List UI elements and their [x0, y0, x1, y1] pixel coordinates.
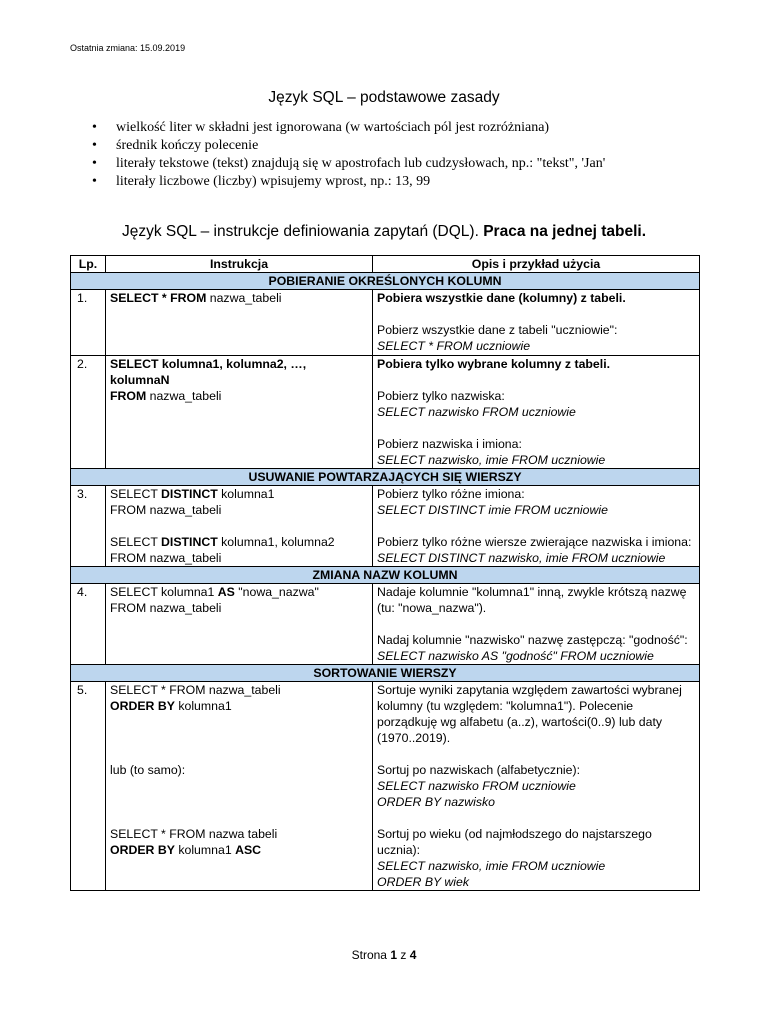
text: kolumna1 [217, 487, 275, 501]
table-header-row [71, 256, 700, 273]
example-query: SELECT * FROM uczniowie [377, 339, 531, 353]
desc-line: Pobierz wszystkie dane z tabeli "uczniowie": [377, 323, 618, 337]
desc-line: Sortuj po nazwiskach (alfabetycznie): [377, 763, 580, 777]
page-title: Język SQL – podstawowe zasady [268, 89, 500, 106]
table-row [71, 356, 700, 469]
list-item: • literały liczbowe (liczby) wpisujemy wprost, np.: 13, 99 [92, 173, 605, 191]
keyword: DISTINCT [161, 535, 218, 549]
section-row [71, 273, 700, 290]
footer-mid: z [397, 948, 410, 962]
desc-line: Nadaj kolumnie "nazwisko" nazwę zastępczą: "godność": [377, 633, 688, 647]
text: kolumna1 [174, 699, 232, 713]
instr-line: SELECT * FROM nazwa tabeli [110, 827, 278, 841]
example-query: SELECT DISTINCT imie FROM uczniowie [377, 503, 608, 517]
section-row [71, 665, 700, 682]
row-instruction [106, 584, 373, 665]
row-number: 3. [71, 486, 106, 567]
text: SELECT kolumna1 [110, 585, 218, 599]
table-row [71, 682, 700, 891]
desc-line: Pobierz tylko nazwiska: [377, 389, 505, 403]
header-instr: Instrukcja [106, 256, 373, 273]
row-description [373, 682, 700, 891]
last-change-date: Ostatnia zmiana: 15.09.2019 [70, 43, 186, 53]
example-query: SELECT nazwisko FROM uczniowie [377, 779, 576, 793]
desc-line: Pobierz tylko różne imiona: [377, 487, 525, 501]
example-query: ORDER BY wiek [377, 875, 470, 889]
sql-table [70, 255, 700, 891]
row-number: 4. [71, 584, 106, 665]
desc-line: Pobierz nazwiska i imiona: [377, 437, 522, 451]
table-row [71, 290, 700, 356]
section-title [0, 223, 768, 241]
footer-prefix: Strona [351, 948, 391, 962]
desc-line: Sortuj po wieku (od najmłodszego do najstarszego ucznia): [377, 827, 652, 857]
keyword: ASC [235, 843, 262, 857]
section-label: USUWANIE POWTARZAJĄCYCH SIĘ WIERSZY [71, 469, 700, 486]
row-instruction [106, 290, 373, 356]
row-description [373, 356, 700, 469]
text: SELECT [110, 535, 162, 549]
keyword: AS [217, 585, 235, 599]
section-label: ZMIANA NAZW KOLUMN [71, 567, 700, 584]
text: nazwa_tabeli [146, 389, 222, 403]
list-item: • literały tekstowe (tekst) znajdują się w apostrofach lub cudzysłowach, np.: "tekst", 'Jan' [92, 155, 605, 173]
section-label: SORTOWANIE WIERSZY [71, 665, 700, 682]
section-title-bold: Praca na jednej tabeli. [483, 223, 647, 240]
instr-line: FROM nazwa_tabeli [110, 601, 222, 615]
row-description [373, 584, 700, 665]
section-row [71, 567, 700, 584]
text: kolumna1 [174, 843, 236, 857]
page-number: 1 [390, 948, 398, 962]
row-number: 5. [71, 682, 106, 891]
desc-line: Pobiera tylko wybrane kolumny z tabeli. [377, 357, 611, 371]
desc-line: Pobiera wszystkie dane (kolumny) z tabeli. [377, 291, 626, 305]
keyword: ORDER BY [110, 699, 175, 713]
example-query: SELECT nazwisko, imie FROM uczniowie [377, 859, 606, 873]
table-row [71, 486, 700, 567]
row-instruction [106, 682, 373, 891]
section-title-normal: Język SQL – instrukcje definiowania zapytań (DQL). [121, 223, 484, 240]
example-query: ORDER BY nazwisko [377, 795, 495, 809]
text: "nowa_nazwa" [234, 585, 319, 599]
keyword: DISTINCT [161, 487, 218, 501]
keyword: ORDER BY [110, 843, 175, 857]
text: nazwa_tabeli [206, 291, 282, 305]
section-label: POBIERANIE OKREŚLONYCH KOLUMN [71, 273, 700, 290]
row-description [373, 290, 700, 356]
row-description [373, 486, 700, 567]
page-total: 4 [409, 948, 417, 962]
row-instruction [106, 356, 373, 469]
desc-line: Pobierz tylko różne wiersze zwierające nazwiska i imiona: [377, 535, 692, 549]
keyword: FROM [110, 389, 147, 403]
instr-line: SELECT * FROM nazwa_tabeli [110, 683, 281, 697]
text: kolumna1, kolumna2 [217, 535, 335, 549]
row-instruction [106, 486, 373, 567]
desc-line: Sortuje wyniki zapytania względem zawartości wybranej kolumny (tu względem: "kolumna1"). Polecenie porządkuję wg alfabetu (a..z), wartości(0..9) lub daty (1970..2019). [377, 683, 682, 745]
header-desc: Opis i przykład użycia [373, 256, 700, 273]
instr-line: lub (to samo): [110, 763, 186, 777]
example-query: SELECT DISTINCT nazwisko, imie FROM uczniowie [377, 551, 666, 565]
text: SELECT [110, 487, 162, 501]
row-number: 1. [71, 290, 106, 356]
example-query: SELECT nazwisko AS "godność" FROM uczniowie [377, 649, 654, 663]
list-item: • wielkość liter w składni jest ignorowana (w wartościach pól jest rozróżniana) [92, 119, 605, 137]
header-lp: Lp. [71, 256, 106, 273]
page-footer [0, 948, 768, 962]
table-row [71, 584, 700, 665]
row-number: 2. [71, 356, 106, 469]
section-row [71, 469, 700, 486]
instr-line: SELECT kolumna1, kolumna2, …, kolumnaN [110, 357, 307, 387]
rules-list [92, 119, 605, 191]
instr-line: FROM nazwa_tabeli [110, 503, 222, 517]
desc-line: Nadaje kolumnie "kolumna1" inną, zwykle krótszą nazwę (tu: "nowa_nazwa"). [377, 585, 687, 615]
example-query: SELECT nazwisko, imie FROM uczniowie [377, 453, 606, 467]
keyword: SELECT * FROM [110, 291, 207, 305]
example-query: SELECT nazwisko FROM uczniowie [377, 405, 576, 419]
instr-line: FROM nazwa_tabeli [110, 551, 222, 565]
list-item: • średnik kończy polecenie [92, 137, 605, 155]
